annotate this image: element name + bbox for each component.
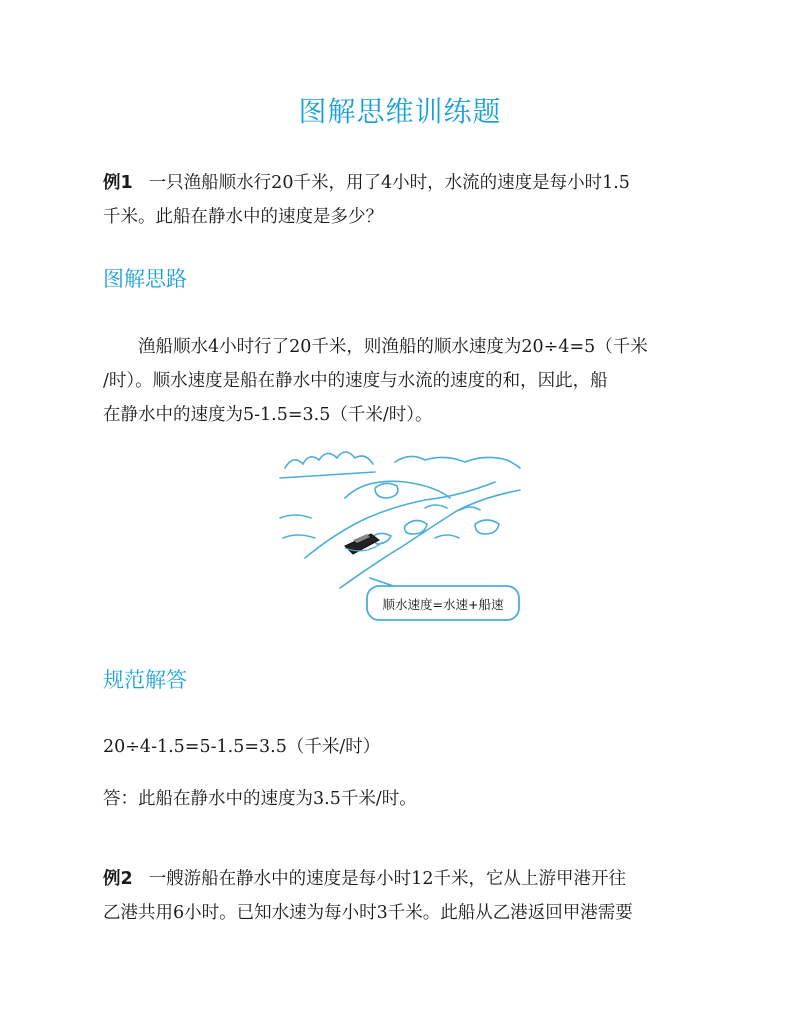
water-ripple-1 <box>425 505 447 508</box>
example1-line1 <box>103 166 703 200</box>
river-bank-left <box>305 482 495 558</box>
thinking-paragraph <box>103 330 703 432</box>
example2-text-line1: 一艘游船在静水中的速度是每小时12千米，它从上游甲港开往 <box>148 869 626 889</box>
example2-line1 <box>103 862 703 896</box>
example2-label: 例2 <box>103 869 133 889</box>
bank-grass-1 <box>280 515 311 518</box>
example1-question <box>103 166 703 234</box>
example2-question <box>103 862 703 930</box>
example1-text-line2: 千米。此船在静水中的速度是多少？ <box>103 207 383 227</box>
river-illustration <box>275 438 525 626</box>
bank-grass-2 <box>283 535 315 538</box>
example1-text-line1: 一只渔船顺水行20千米，用了4小时，水流的速度是每小时1.5 <box>148 173 630 193</box>
example2-text-line2: 乙港共用6小时。已知水速为每小时3千米。此船从乙港返回甲港需要 <box>103 903 633 923</box>
answer-conclusion: 答：此船在静水中的速度为3.5千米/时。 <box>103 789 417 809</box>
answer-equation: 20÷4-1.5=5-1.5=3.5（千米/时） <box>103 737 381 757</box>
horizon-left <box>280 472 375 478</box>
thinking-line2: /时）。顺水速度是船在静水中的速度与水流的速度的和，因此，船 <box>103 371 608 391</box>
water-ripple-2 <box>435 535 459 538</box>
tree-line-left <box>285 452 373 468</box>
section-heading-thinking: 图解思路 <box>103 267 187 291</box>
thinking-line1: 渔船顺水4小时行了20千米，则渔船的顺水速度为20÷4=5（千米 <box>138 337 648 357</box>
example1-label: 例1 <box>103 173 133 193</box>
callout-text: 顺水速度=水速+船速 <box>382 597 504 612</box>
hills-right <box>395 456 520 468</box>
thinking-line3: 在静水中的速度为5-1.5=3.5（千米/时）。 <box>103 405 433 425</box>
page-title: 图解思维训练题 <box>298 95 502 128</box>
section-heading-answer: 规范解答 <box>103 668 187 692</box>
rock-right <box>475 520 499 534</box>
rock-left <box>375 483 398 498</box>
